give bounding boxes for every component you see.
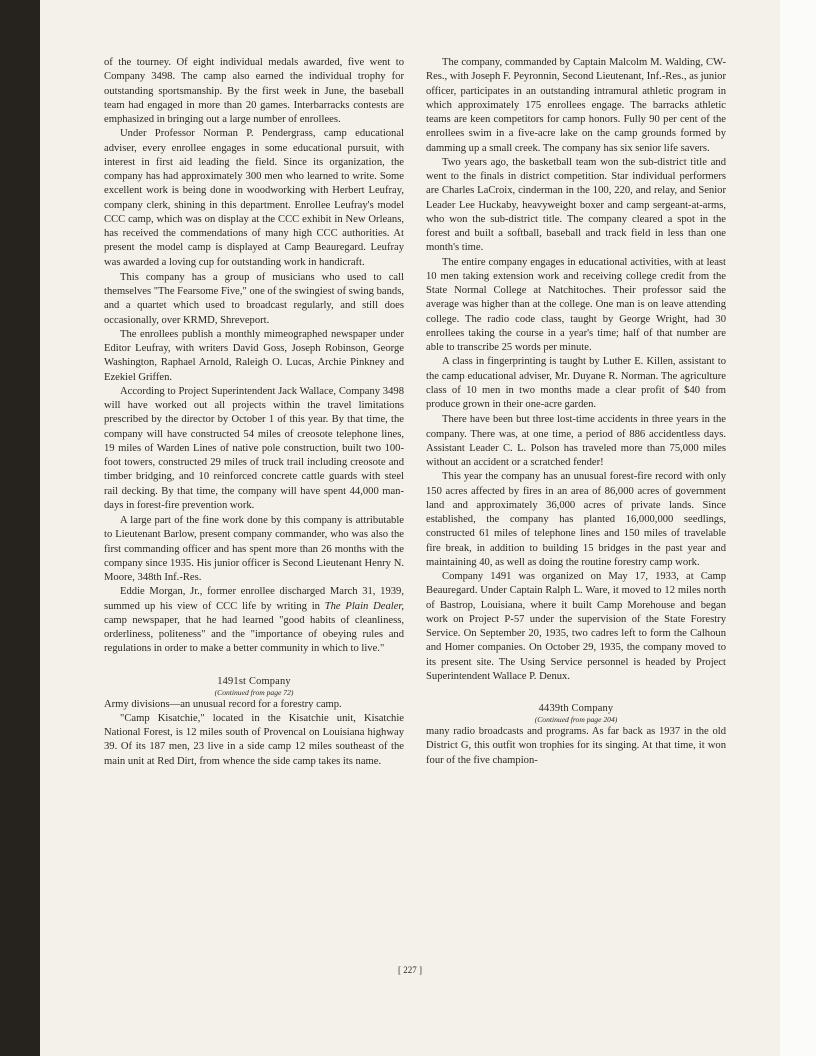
paragraph: Company 1491 was organized on May 17, 1933, at Camp Beauregard. Under Captain Ralph L. Ware, it moved to 12 miles north of Bastrop, Louisiana, where it built Camp Morehouse and began work on Project P-57 under the supervision of the State Forestry Service. On September 20, 1935, two cadres left to form the Calhoun and Homer companies. On October 29, 1935, the company moved to its present site. The Using Service personnel is headed by Project Superintendent Wallace P. Denux.	[426, 571, 726, 682]
paragraph: Army divisions—an unusual record for a forestry camp.	[104, 698, 342, 710]
section-title: 1491st Company	[217, 675, 291, 687]
paragraph: The enrollees publish a monthly mimeographed newspaper under Editor Leufray, with writers David Goss, Joseph Robinson, George Washington, Raphael Arnold, Raleigh O. Lucas, Archie Pinkney and Ezekiel Griffen.	[104, 328, 404, 383]
right-column	[426, 56, 726, 768]
morgan-paragraph	[104, 585, 404, 656]
continuation-note: (Continued from page 72)	[214, 687, 294, 697]
page-right-margin	[780, 0, 816, 1056]
paragraph: Two years ago, the basketball team won the sub-district title and went to the finals in district competition. Star individual performers are Charles LaCroix, cinderman in the 100, 220, and relay, and Senior Leader Lee Huckaby, heavyweight boxer and camp sergeant-at-arms, who won the sub-district title. The company cleared a spot in the forest and built a softball, baseball and track field in less than one month's time.	[426, 156, 726, 254]
continuation-note: (Continued from page 204)	[534, 715, 618, 724]
section-heading-1491	[104, 675, 404, 697]
book-binding-edge	[0, 0, 40, 1056]
paragraph: This company has a group of musicians who used to call themselves "The Fearsome Five," one of the swingiest of swing bands, and a quartet which used to broadcast regularly, and still does occasionally, over KRMD, Shreveport.	[104, 271, 404, 326]
paragraph-text: Eddie Morgan, Jr., former enrollee discharged March 31, 1939, summed up his view of CCC life by writing in	[104, 586, 404, 612]
left-column	[104, 56, 404, 769]
paragraph: The company, commanded by Captain Malcolm M. Walding, CW-Res., with Joseph F. Peyronnin, Second Lieutenant, Inf.-Res., as junior officer, participates in an outstanding intramural athletic program in which approximately 175 enrollees engage. The barracks athletic teams are keen competitors for camp honors. Fully 90 per cent of the enrollees swim in a five-acre lake on the camp grounds formed by damming up a small creek. The company has six senior life savers.	[426, 57, 726, 154]
paragraph: A large part of the fine work done by this company is attributable to Lieutenant Barlow, present company commander, who was also the first commanding officer and has spent more than 26 months with the company since 1935. His junior officer is Second Lieutenant Henry N. Moore, 348th Inf.-Res.	[104, 515, 404, 583]
paragraph: The entire company engages in educational activities, with at least 10 men taking extension work and receiving college credit from the State Normal College at Natchitoches. Their professor said the average was higher than at the college. One man is on leave attending college. The radio code class, taught by George Wright, had 30 enrollees taking the course in a year's time; half of that number are able to transcribe 25 words per minute.	[426, 256, 726, 353]
paragraph: There have been but three lost-time accidents in three years in the company. There was, at one time, a period of 886 accidentless days. Assistant Leader C. L. Polson has traveled more than 75,000 miles without an accident or a scratched fender!	[426, 414, 726, 468]
paragraph: A class in fingerprinting is taught by Luther E. Killen, assistant to the camp educational adviser, Mr. Duyane R. Norman. The agriculture class of 10 men in two months made a clear profit of $40 from produce grown in their one-acre garden.	[426, 356, 726, 410]
paragraph-text: camp newspaper, that he had learned "good habits of cleanliness, orderliness, politeness" and the "importance of obeying rules and regulations in order to make a better community in which to live."	[104, 614, 404, 655]
page-number: [ 227 ]	[398, 965, 422, 975]
section-title: 4439th Company	[538, 703, 614, 714]
newspaper-title: The Plain Dealer,	[324, 600, 405, 612]
paragraph: This year the company has an unusual forest-fire record with only 150 acres affected by fires in an area of 86,000 acres of government land and approximately 36,000 acres of private lands. Since established, the company has planted 16,000,000 seedlings, constructed 61 miles of telephone lines and 150 miles of travelable fire break, in addition to building 15 bridges in the past year and maintaining 40, as well as doing the routine forestry camp work.	[426, 471, 726, 568]
section-heading-4439	[426, 702, 726, 724]
paragraph: Under Professor Norman P. Pendergrass, camp educational adviser, every enrollee engages in some educational pursuit, with interest in first aid leading the field. Since its organization, the company has had approximately 300 men who learned to write. Some excellent work is being done in woodworking with Herbert Leufray, company clerk, shining in this department. Enrollee Leufray's model CCC camp, which was on display at the CCC exhibit in New Orleans, has received the commendations of many high CCC authorities. At present the model camp is displayed at Camp Beauregard. Leufray was awarded a loving cup for outstanding work in handicraft.	[104, 128, 404, 268]
paragraph: "Camp Kisatchie," located in the Kisatchie unit, Kisatchie National Forest, is 12 miles south of Provencal on Louisiana highway 39. Of its 187 men, 23 live in a side camp 12 miles southeast of the main unit at Red Dirt, from whence the side camp takes its name.	[104, 712, 404, 767]
paragraph: of the tourney. Of eight individual medals awarded, five went to Company 3498. The camp also earned the individual trophy for outstanding sportsmanship. By the first week in June, the baseball team had engaged in more than 20 games. Interbarracks contests are emphasized in bringing out a large number of enrollees.	[104, 57, 404, 125]
paragraph: many radio broadcasts and programs. As far back as 1937 in the old District G, this outfit won trophies for its singing. At that time, it won four of the five champion-	[426, 726, 726, 766]
paragraph: According to Project Superintendent Jack Wallace, Company 3498 will have worked out all projects within the travel limitations prescribed by the director by October 1 of this year. By that time, the company will have constructed 54 miles of creosote telephone lines, 19 miles of Warden Lines of native pole construction, built two 100-foot towers, constructed 29 miles of truck trail including creosote and timber bridging, and 10 reinforced concrete cattle guards with steel rail decking. By that time, the company will have spent 44,000 man-days in forest-fire prevention work.	[104, 385, 404, 511]
